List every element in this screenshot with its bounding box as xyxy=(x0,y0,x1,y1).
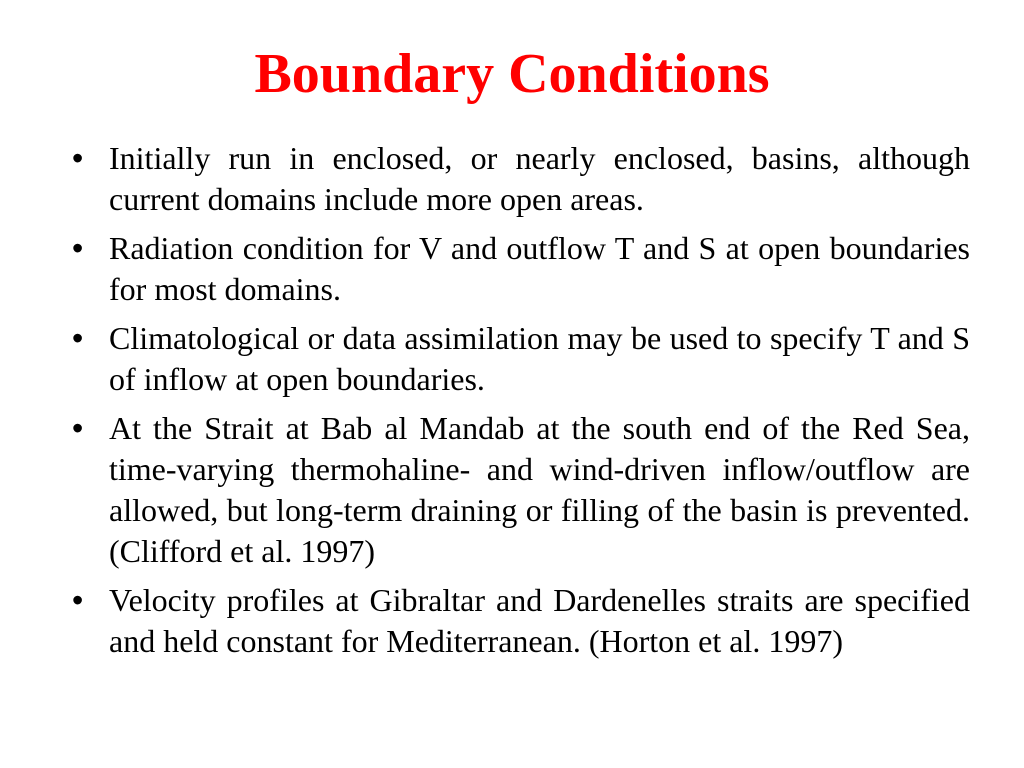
bullet-icon: • xyxy=(72,582,84,618)
bullet-item xyxy=(72,228,970,310)
bullet-item xyxy=(72,318,970,400)
bullet-icon: • xyxy=(72,140,84,176)
bullet-text: Initially run in enclosed, or nearly enclosed, basins, although current domains include more open areas. xyxy=(109,140,970,217)
bullet-text: Climatological or data assimilation may be used to specify T and S of inflow at open boundaries. xyxy=(109,320,970,397)
bullet-icon: • xyxy=(72,320,84,356)
bullet-item xyxy=(72,580,970,662)
bullet-text: Velocity profiles at Gibraltar and Dardenelles straits are specified and held constant for Mediterranean. (Horton et al. 1997) xyxy=(109,582,970,659)
bullet-text: At the Strait at Bab al Mandab at the south end of the Red Sea, time-varying thermohaline- and wind-driven inflow/outflow are allowed, but long-term draining or filling of the basin is prevented. (Clifford et al. 1997) xyxy=(109,410,970,569)
slide-title: Boundary Conditions xyxy=(254,43,770,105)
bullet-item xyxy=(72,408,970,572)
bullet-icon: • xyxy=(72,230,84,266)
bullet-item xyxy=(72,138,970,220)
bullet-text: Radiation condition for V and outflow T and S at open boundaries for most domains. xyxy=(109,230,970,307)
bullet-icon: • xyxy=(72,410,84,446)
bullet-list xyxy=(72,138,970,670)
